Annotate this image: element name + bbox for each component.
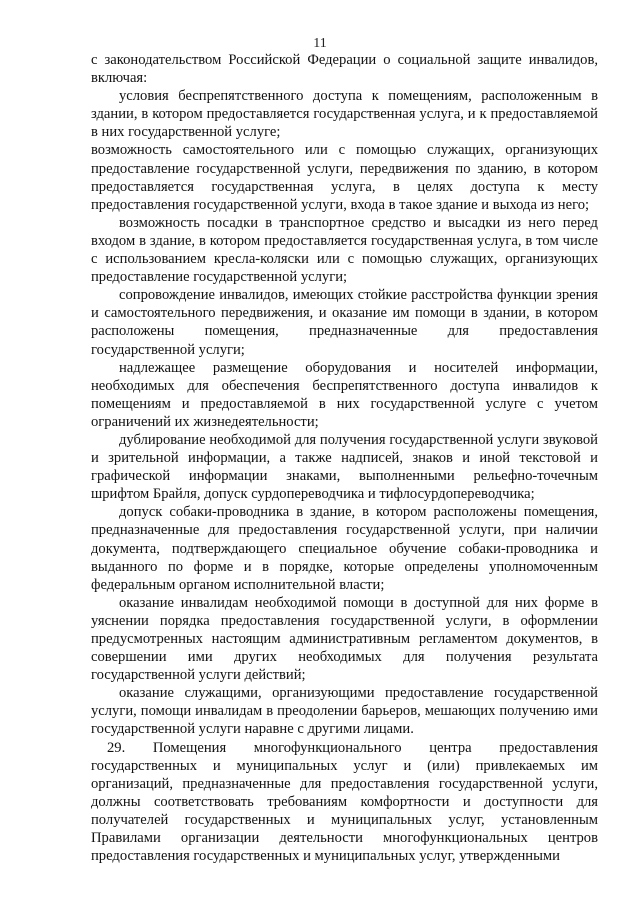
page-number: 11	[313, 36, 327, 51]
paragraph-assistance: оказание инвалидам необходимой помощи в доступной для них форме в уяснении порядка предоставления государственной услуги, в оформлении предусмотренных настоящим административным регламентом документов, в совершении ими других необходимых для получения результата государственной услуги действий;	[91, 594, 598, 684]
paragraph-barrier-help: оказание служащими, организующими предоставление государственной услуги, помощи инвалидам в преодолении барьеров, мешающих получению ими государственной услуги наравне с другими лицами.	[91, 685, 598, 738]
document-body	[91, 51, 598, 865]
paragraph-intro: с законодательством Российской Федерации о социальной защите инвалидов, включая:	[91, 52, 598, 87]
paragraph-escort: сопровождение инвалидов, имеющих стойкие расстройства функции зрения и самостоятельного передвижения, и оказание им помощи в здании, в котором расположены помещения, предназначенные для предоставления государственной услуги;	[91, 287, 598, 358]
paragraph-equipment-placement: надлежащее размещение оборудования и носителей информации, необходимых для обеспечения беспрепятственного доступа инвалидов к помещениям и предоставляемой в них государственной услуге с учетом ограничений их жизнедеятельности;	[91, 359, 598, 430]
paragraph-independent-movement: возможность самостоятельного или с помощью служащих, организующих предоставление государственной услуги, передвижения по зданию, в котором предоставляется государственная услуга, в целях доступа к месту предоставления государственной услуги, входа в такое здание и выхода из него;	[91, 142, 598, 213]
paragraph-access-conditions: условия беспрепятственного доступа к помещениям, расположенным в здании, в котором предоставляется государственная услуга, и к предоставляемой в них государственной услуге;	[91, 88, 598, 141]
paragraph-guide-dog: допуск собаки-проводника в здание, в котором расположены помещения, предназначенные для предоставления государственной услуги, при наличии документа, подтверждающего специальное обучение собаки-проводника и выданного по форме и в порядке, которые определены уполномоченным федеральным органом исполнительной власти;	[91, 504, 598, 593]
paragraph-information-duplication: дублирование необходимой для получения государственной услуги звуковой и зрительной информации, а также надписей, знаков и иной текстовой и графической информации знаками, выполненными рельефно-точечным шрифтом Брайля, допуск сурдопереводчика и тифлосурдопереводчика;	[91, 431, 598, 503]
paragraph-vehicle-boarding: возможность посадки в транспортное средство и высадки из него перед входом в здание, в котором предоставляется государственная услуга, в том числе с использованием кресла-коляски или с помощью служащих, организующих предоставление государственной услуги;	[91, 214, 598, 286]
paragraph-item-29: 29. Помещения многофункционального центра предоставления государственных и муниципальных услуг и (или) привлекаемых им организаций, предназначенные для предоставления государственной услуги, должны соответствовать требованиям комфортности и доступности для получателей государственных и муниципальных услуг, установленным Правилами организации деятельности многофункциональных центров предоставления государственных и муниципальных услуг, утвержденными	[91, 739, 598, 865]
